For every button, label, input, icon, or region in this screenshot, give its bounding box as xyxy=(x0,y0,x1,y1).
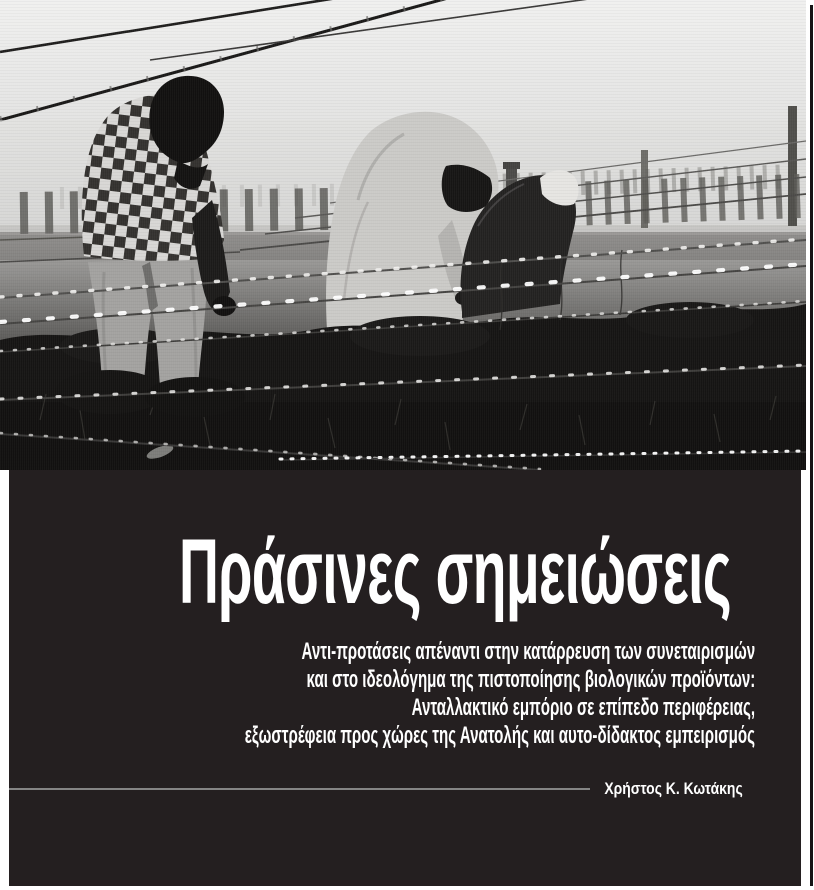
byline-rule xyxy=(9,788,590,790)
subtitle-line-4: εξωστρέφεια προς χώρες της Ανατολής και αυτο-δίδακτος εμπειρισμός xyxy=(244,722,755,749)
article-title: Πράσινες σημειώσεις xyxy=(178,521,731,623)
subtitle-line-3: Ανταλλακτικό εμπόριο σε επίπεδο περιφέρειας, xyxy=(411,694,755,721)
author-name: Χρήστος Κ. Κωτάκης xyxy=(604,779,743,798)
subtitle-line-1: Αντι-προτάσεις απέναντι στην κατάρρευση των συνεταιρισμών xyxy=(301,638,755,665)
article-subtitle xyxy=(0,638,755,750)
title-block xyxy=(9,470,801,886)
page-right-border-rule xyxy=(810,5,813,886)
byline xyxy=(9,778,801,800)
subtitle-line-2: και στο ιδεολόγημα της πιστοποίησης βιολογικών προϊόντων: xyxy=(306,666,755,693)
